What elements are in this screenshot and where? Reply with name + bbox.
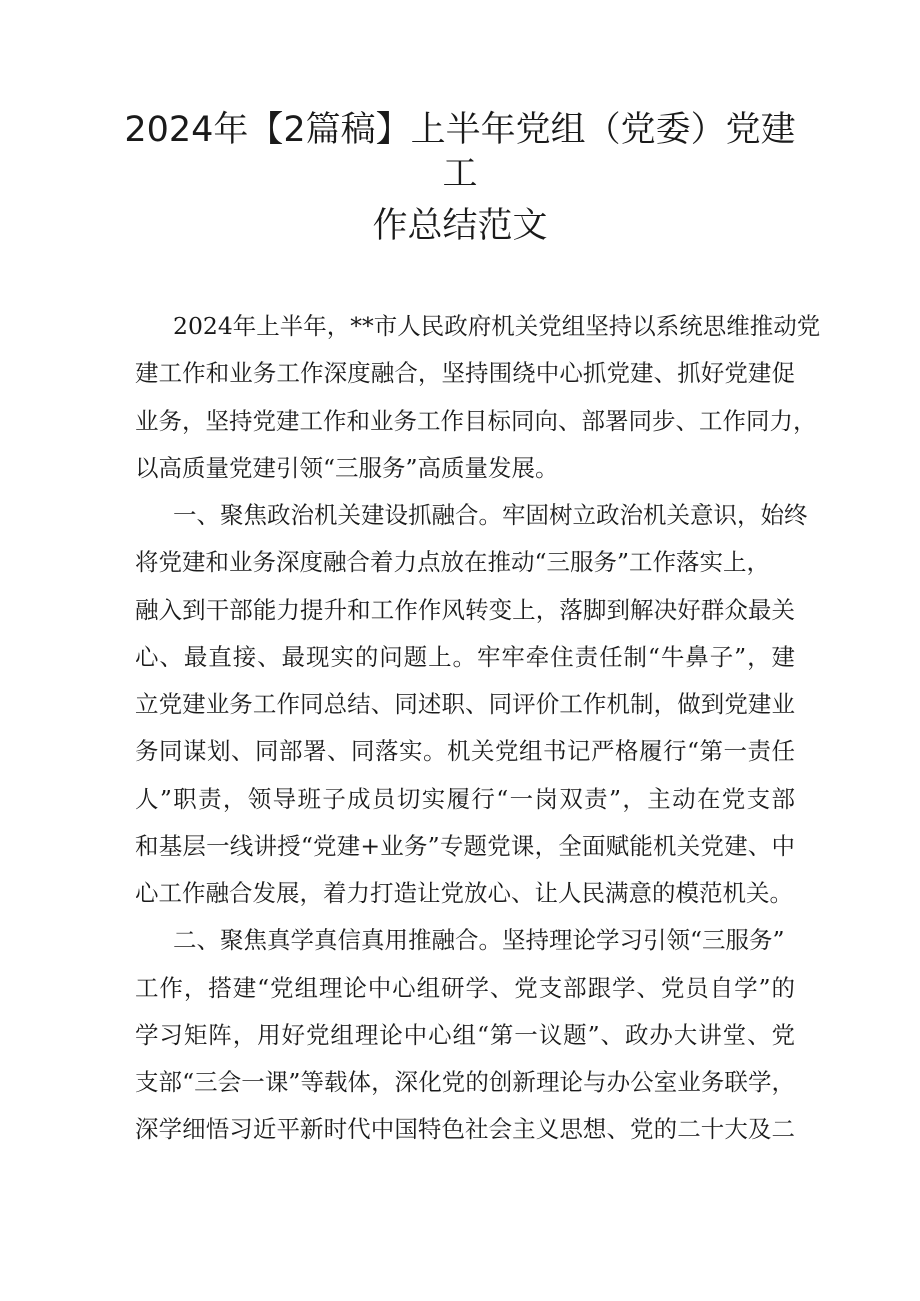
paragraph-intro-line: 建工作和业务工作深度融合，坚持围绕中心抓党建、抓好党建促 — [135, 359, 795, 388]
paragraph-section-1-line: 心工作融合发展，着力打造让党放心、让人民满意的模范机关。 — [135, 879, 793, 907]
paragraph-section-1-line: 立党建业务工作同总结、同述职、同评价工作机制，做到党建业 — [135, 690, 795, 718]
paragraph-section-2-line: 深学细悟习近平新时代中国特色社会主义思想、党的二十大及二 — [135, 1115, 795, 1144]
document-title-line-3: 作总结范文 — [372, 206, 548, 246]
paragraph-intro-line: 2024年上半年，**市人民政府机关党组坚持以系统思维推动党 — [173, 312, 821, 340]
paragraph-section-1-line: 心、最直接、最现实的问题上。牢牢牵住责任制“牛鼻子”，建 — [135, 642, 795, 671]
paragraph-section-2-line: 二、聚焦真学真信真用推融合。坚持理论学习引领“三服务” — [173, 926, 785, 955]
paragraph-section-1-line: 将党建和业务深度融合着力点放在推动“三服务”工作落实上， — [135, 548, 771, 577]
paragraph-section-2-line: 学习矩阵，用好党组理论中心组“第一议题”、政办大讲堂、党 — [135, 1020, 795, 1049]
document-body — [135, 303, 821, 1154]
paragraph-section-1-line: 和基层一线讲授“党建+业务”专题党课，全面赋能机关党建、中 — [135, 831, 795, 860]
paragraph-section-1-line: 一、聚焦政治机关建设抓融合。牢固树立政治机关意识，始终 — [173, 501, 808, 529]
paragraph-section-1-line: 融入到干部能力提升和工作作风转变上，落脚到解决好群众最关 — [135, 595, 795, 624]
paragraph-intro-line: 以高质量党建引领“三服务”高质量发展。 — [135, 453, 559, 482]
paragraph-section-2-line: 工作，搭建“党组理论中心组研学、党支部跟学、党员自学”的 — [135, 973, 795, 1002]
paragraph-intro-line: 业务，坚持党建工作和业务工作目标同向、部署同步、工作同力， — [135, 406, 817, 435]
paragraph-section-1-line: 务同谋划、同部署、同落实。机关党组书记严格履行“第一责任 — [135, 737, 795, 766]
paragraph-section-2-line: 支部“三会一课”等载体，深化党的创新理论与办公室业务联学， — [135, 1068, 795, 1096]
document-title-line-1: 2024年【2篇稿】上半年党组（党委）党建 — [124, 110, 796, 150]
document-title-line-2: 工 — [442, 154, 478, 194]
paragraph-section-1-line: 人”职责，领导班子成员切实履行“一岗双责”，主动在党支部 — [135, 784, 795, 813]
